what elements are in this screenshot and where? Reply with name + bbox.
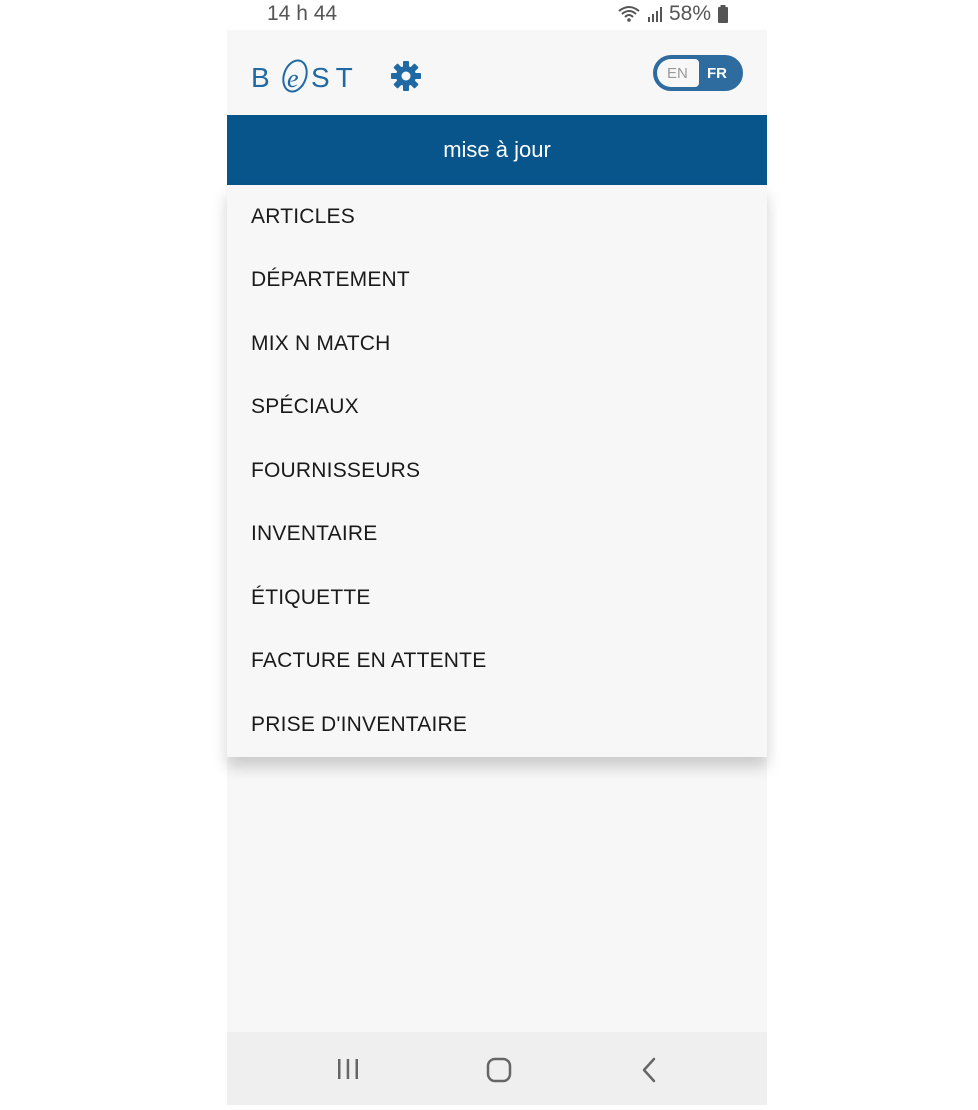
status-icons [617, 2, 729, 26]
back-icon[interactable] [639, 1056, 661, 1084]
svg-text:ST: ST [311, 62, 359, 93]
gear-icon[interactable] [390, 60, 422, 92]
menu-item-inventaire[interactable]: INVENTAIRE [251, 522, 378, 546]
menu-item-prise-inventaire[interactable]: PRISE D'INVENTAIRE [251, 712, 468, 736]
menu-item-mix-n-match[interactable]: MIX N MATCH [251, 331, 391, 355]
wifi-icon [617, 5, 641, 23]
recents-icon[interactable] [335, 1056, 361, 1082]
page-title: mise à jour [227, 115, 767, 185]
menu-item-departement[interactable]: DÉPARTEMENT [251, 268, 410, 292]
battery-percent: 58% [668, 2, 711, 25]
menu-item-fournisseurs[interactable]: FOURNISSEURS [251, 458, 421, 482]
system-nav-bar [227, 1032, 767, 1105]
update-menu [227, 185, 767, 757]
svg-text:B: B [251, 62, 272, 93]
lang-en-label[interactable]: EN [667, 65, 688, 82]
language-toggle[interactable] [653, 55, 743, 91]
home-icon[interactable] [485, 1056, 513, 1084]
signal-icon [647, 6, 663, 22]
status-time: 14 h 44 [267, 2, 338, 25]
menu-item-articles[interactable]: ARTICLES [251, 204, 355, 228]
menu-item-facture-en-attente[interactable]: FACTURE EN ATTENTE [251, 649, 487, 673]
app-bar [227, 30, 767, 115]
lang-fr-label[interactable]: FR [707, 65, 727, 82]
status-bar [227, 0, 767, 30]
best-logo [251, 58, 373, 94]
battery-icon [717, 5, 729, 23]
menu-item-speciaux[interactable]: SPÉCIAUX [251, 395, 359, 419]
svg-text:e: e [287, 64, 299, 93]
app-screen [227, 30, 767, 1105]
menu-item-etiquette[interactable]: ÉTIQUETTE [251, 585, 371, 609]
